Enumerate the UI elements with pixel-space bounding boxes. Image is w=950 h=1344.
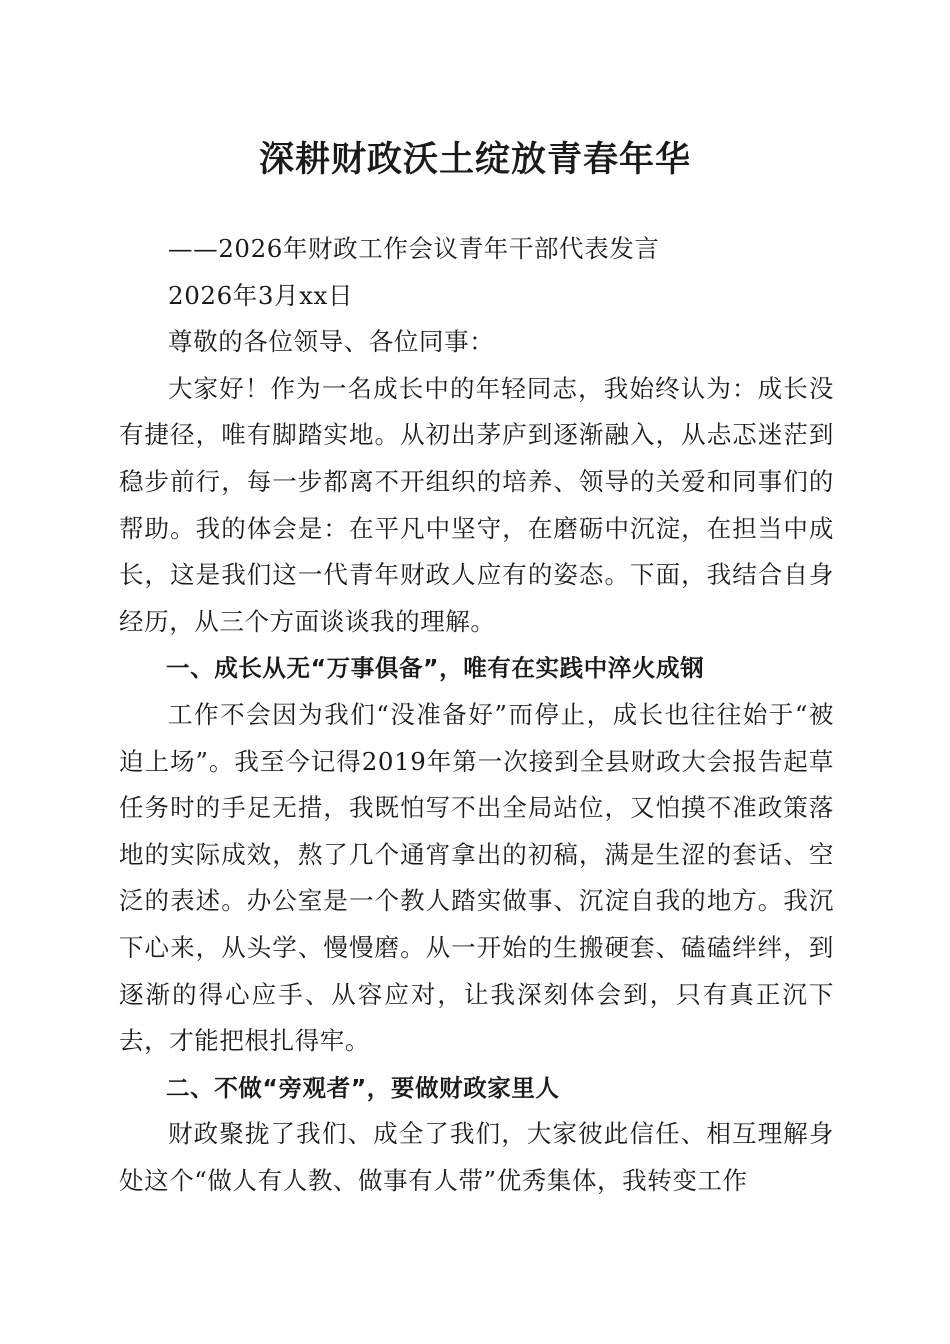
document-date: 2026年3月xx日 <box>168 280 354 310</box>
section-1-paragraph: 工作不会因为我们“没准备好”而停止，成长也往往始于“被迫上场”。我至今记得2019年第一次接到全县财政大会报告起草任务时的手足无措，我既怕写不出全局站位，又怕摸不准政策落地的实际成效，熬了几个通宵拿出的初稿，满是生涩的套话、空泛的表述。办公室是一个教人踏实做事、沉淀自我的地方。我沉下心来，从头学、慢慢磨。从一开始的生搬硬套、磕磕绊绊，到逐渐的得心应手、从容应对，让我深刻体会到，只有真正沉下去，才能把根扎得牢。 <box>119 699 834 1056</box>
section-2-paragraph: 财政聚拢了我们、成全了我们，大家彼此信任、相互理解身处这个“做人有人教、做事有人带”优秀集体，我转变工作 <box>119 1119 834 1195</box>
document-title: 深耕财政沃土绽放青春年华 <box>258 139 691 180</box>
section-1-heading: 一、成长从无“万事俱备”，唯有在实践中淬火成钢 <box>166 654 705 683</box>
salutation: 尊敬的各位领导、各位同事： <box>168 327 495 357</box>
document-subtitle: ——2026年财政工作会议青年干部代表发言 <box>168 234 660 263</box>
section-2-heading: 二、不做“旁观者”，要做财政家里人 <box>166 1073 560 1102</box>
document-body <box>119 226 834 1204</box>
intro-paragraph: 大家好！作为一名成长中的年轻同志，我始终认为：成长没有捷径，唯有脚踏实地。从初出茅庐到逐渐融入，从忐忑迷茫到稳步前行，每一步都离不开组织的培养、领导的关爱和同事们的帮助。我的体会是：在平凡中坚守，在磨砺中沉淀，在担当中成长，这是我们这一代青年财政人应有的姿态。下面，我结合自身经历，从三个方面谈谈我的理解。 <box>119 373 834 636</box>
